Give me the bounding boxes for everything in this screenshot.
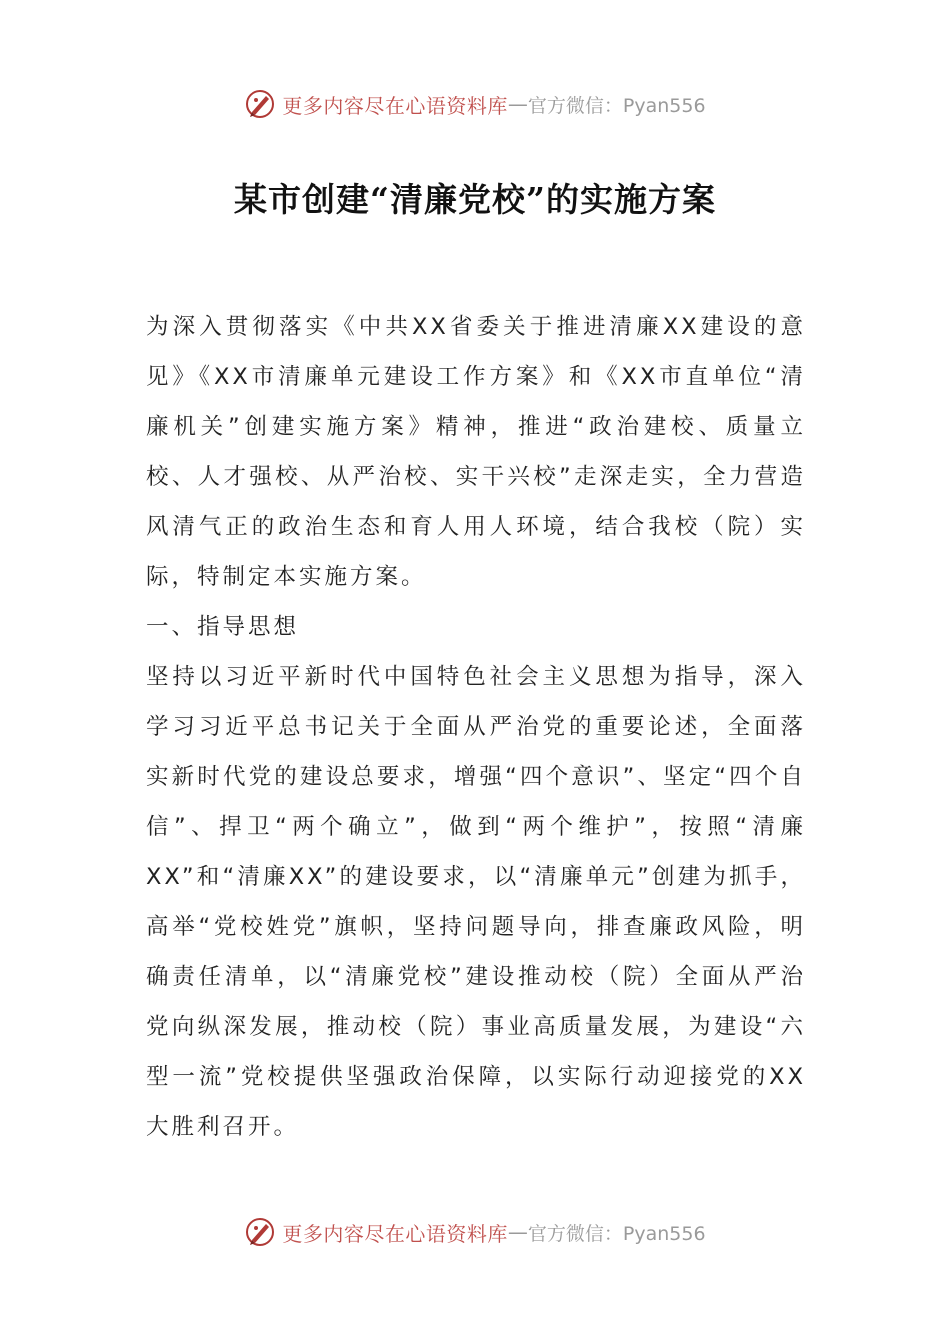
- footer-watermark: [0, 1212, 950, 1252]
- watermark-wechat-text: 官方微信：Pyan556: [527, 94, 706, 117]
- header-watermark: [0, 84, 950, 124]
- watermark-separator: —: [507, 92, 528, 116]
- section-heading-guiding-ideology: 一、指导思想: [146, 614, 300, 640]
- document-title: 某市创建“清廉党校”的实施方案: [234, 180, 716, 219]
- pen-in-circle-icon: [244, 88, 276, 120]
- watermark-main-text: 更多内容尽在心语资料库: [282, 93, 508, 118]
- guiding-ideology-paragraph: 坚持以习近平新时代中国特色社会主义思想为指导，深入学习习近平总书记关于全面从严治党的重要论述，全面落实新时代党的建设总要求，增强“四个意识”、坚定“四个自信”、捍卫“两个确立”，做到“两个维护”，按照“清廉XX”和“清廉XX”的建设要求，以“清廉单元”创建为抓手，高举“党校姓党”旗帜，坚持问题导向，排查廉政风险，明确责任清单，以“清廉党校”建设推动校（院）全面从严治党向纵深发展，推动校（院）事业高质量发展，为建设“六型一流”党校提供坚强政治保障，以实际行动迎接党的XX大胜利召开。: [146, 664, 806, 1140]
- pen-in-circle-icon: [244, 1216, 276, 1248]
- watermark-wechat-text: 官方微信：Pyan556: [527, 1222, 706, 1245]
- document-body: [146, 302, 806, 1152]
- intro-paragraph: 为深入贯彻落实《中共XX省委关于推进清廉XX建设的意见》《XX市清廉单元建设工作方案》和《XX市直单位“清廉机关”创建实施方案》精神，推进“政治建校、质量立校、人才强校、从严治校、实干兴校”走深走实，全力营造风清气正的政治生态和育人用人环境，结合我校（院）实际，特制定本实施方案。: [146, 314, 806, 590]
- watermark-main-text: 更多内容尽在心语资料库: [282, 1221, 508, 1246]
- watermark-separator: —: [507, 1220, 528, 1244]
